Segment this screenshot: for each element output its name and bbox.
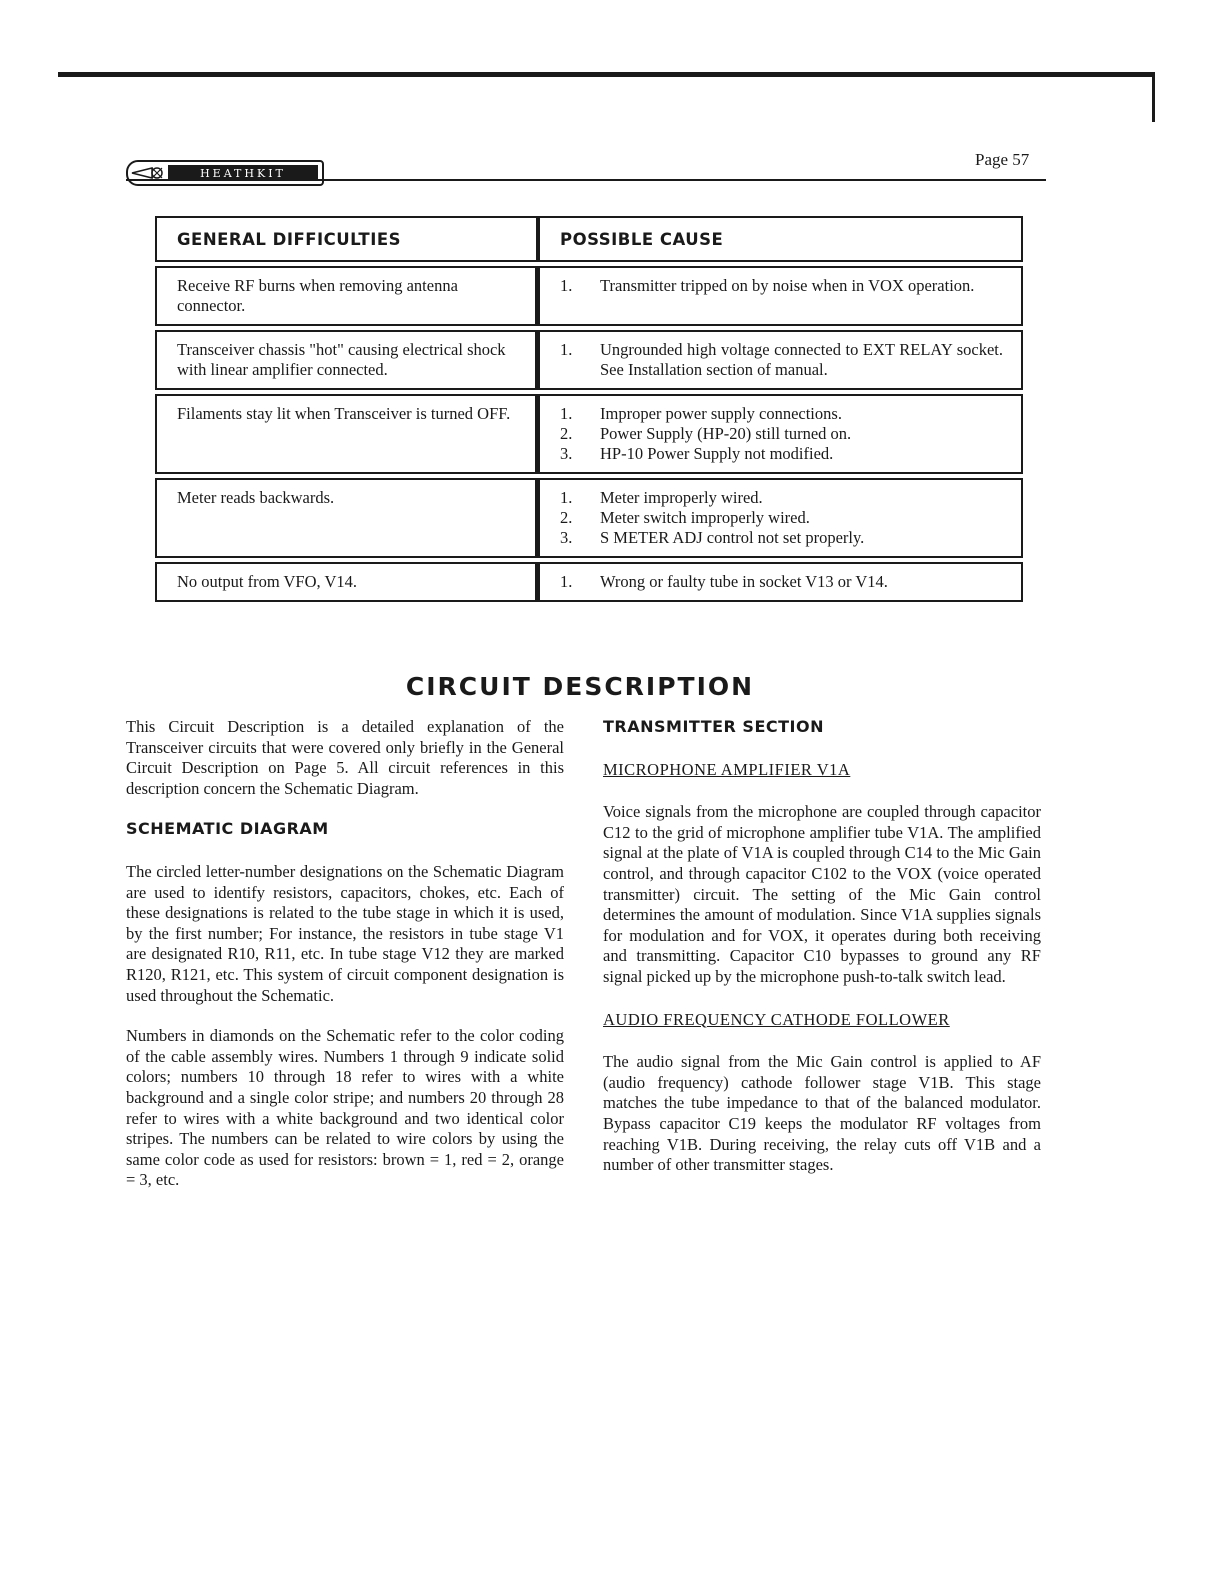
- cause-list: [560, 276, 1003, 296]
- header-rule: [126, 179, 1046, 181]
- cause-number: 1.: [560, 572, 573, 591]
- page-number: Page 57: [975, 150, 1030, 169]
- cause-text: Power Supply (HP-20) still turned on.: [600, 424, 852, 443]
- difficulty-cell: [155, 266, 538, 326]
- schematic-paragraph-1: The circled letter-number designations on the Schematic Diagram are used to identify resistors, capacitors, chokes, etc. Each of these designations is related to the tube stage in which it is used, by the first number; For instance, the resistors in tube stage V1 are designated R10, R11, etc. In tube stage V12 they are marked R120, R121, etc. This system of circuit component designation is used throughout the Schematic.: [126, 861, 564, 1005]
- logo-brand-text: HEATHKIT: [168, 165, 318, 181]
- cause-text: S METER ADJ control not set properly.: [600, 528, 865, 547]
- cause-list: [560, 488, 1003, 548]
- left-column: [126, 717, 564, 1211]
- cause-list: [560, 404, 1003, 464]
- difficulty-text: Receive RF burns when removing antenna connector.: [177, 276, 458, 315]
- section-title: CIRCUIT DESCRIPTION: [405, 672, 755, 701]
- cause-item: [560, 276, 1003, 296]
- table-row: [155, 478, 1023, 558]
- difficulty-text: Meter reads backwards.: [177, 488, 335, 507]
- difficulty-cell: [155, 330, 538, 390]
- cause-item: [560, 572, 1003, 592]
- mic-amplifier-paragraph: Voice signals from the microphone are coupled through capacitor C12 to the grid of microphone amplifier tube V1A. The amplified signal at the plate of V1A is coupled through C14 to the Mic Gain control, and through capacitor C102 to the VOX (voice operated transmitter) circuit. The setting of the Mic Gain control determines the amount of modulation. Since V1A supplies signals for modulation and for VOX, it operates during both receiving and transmitting. Capacitor C10 bypasses to ground any RF signal picked up by the microphone push-to-talk switch lead.: [603, 802, 1041, 986]
- cause-item: [560, 404, 1003, 424]
- af-cathode-paragraph: The audio signal from the Mic Gain control is applied to AF (audio frequency) cathode follower stage V1B. This stage matches the tube impedance to that of the balanced modulator. Bypass capacitor C19 keeps the modulator RF voltages from reaching V1B. During receiving, the relay cuts off V1B and a number of other transmitter stages.: [603, 1052, 1041, 1175]
- table-row: [155, 330, 1023, 390]
- transmitter-heading: TRANSMITTER SECTION: [603, 717, 824, 736]
- table-row: [155, 266, 1023, 326]
- cause-item: [560, 340, 1003, 380]
- cause-number: 1.: [560, 340, 573, 359]
- cause-number: 2.: [560, 508, 573, 527]
- difficulty-text: Transceiver chassis "hot" causing electrical shock with linear amplifier connected.: [177, 340, 506, 379]
- top-rule: [58, 72, 1154, 77]
- cause-cell: [538, 330, 1023, 390]
- cause-text: Meter improperly wired.: [600, 488, 763, 507]
- cause-number: 3.: [560, 528, 573, 547]
- cause-number: 1.: [560, 276, 573, 295]
- cause-number: 2.: [560, 424, 573, 443]
- cause-text: Transmitter tripped on by noise when in VOX operation.: [600, 276, 975, 295]
- cause-text: Improper power supply connections.: [600, 404, 842, 423]
- table-row: [155, 394, 1023, 474]
- right-column: [603, 717, 1041, 1196]
- difficulty-cell: [155, 562, 538, 602]
- difficulty-cell: [155, 394, 538, 474]
- heathkit-logo: [126, 160, 324, 186]
- schematic-heading: SCHEMATIC DIAGRAM: [126, 819, 329, 839]
- cause-cell: [538, 562, 1023, 602]
- schematic-paragraph-2: Numbers in diamonds on the Schematic refer to the color coding of the cable assembly wires. Numbers 1 through 9 indicate solid colors; numbers 10 through 18 refer to wires with a white background and a single color stripe; and numbers 20 through 28 refer to wires with a white background and two identical color stripes. The numbers can be related to wire colors by using the same color code as used for resistors: brown = 1, red = 2, orange = 3, etc.: [126, 1026, 564, 1190]
- cause-text: Ungrounded high voltage connected to EXT RELAY socket. See Installation section of manual.: [600, 340, 1003, 379]
- cause-item: [560, 508, 1003, 528]
- difficulty-text: Filaments stay lit when Transceiver is turned OFF.: [177, 404, 511, 423]
- cause-text: Meter switch improperly wired.: [600, 508, 810, 527]
- troubleshooting-table: [155, 212, 1023, 606]
- difficulty-cell: [155, 478, 538, 558]
- cause-cell: [538, 266, 1023, 326]
- cause-number: 1.: [560, 404, 573, 423]
- cause-cell: [538, 478, 1023, 558]
- cause-item: [560, 424, 1003, 444]
- mic-amplifier-heading: MICROPHONE AMPLIFIER V1A: [603, 759, 851, 779]
- af-cathode-heading: AUDIO FREQUENCY CATHODE FOLLOWER: [603, 1009, 950, 1029]
- column-header-cause: POSSIBLE CAUSE: [538, 216, 1023, 262]
- cause-item: [560, 444, 1003, 464]
- cause-list: [560, 572, 1003, 592]
- cause-text: Wrong or faulty tube in socket V13 or V14.: [600, 572, 888, 591]
- cause-cell: [538, 394, 1023, 474]
- cause-list: [560, 340, 1003, 380]
- cause-number: 3.: [560, 444, 573, 463]
- cause-number: 1.: [560, 488, 573, 507]
- difficulty-text: No output from VFO, V14.: [177, 572, 357, 591]
- cause-text: HP-10 Power Supply not modified.: [600, 444, 834, 463]
- column-header-difficulties: GENERAL DIFFICULTIES: [155, 216, 538, 262]
- top-rule-tick: [1152, 72, 1155, 122]
- cause-item: [560, 488, 1003, 508]
- cause-item: [560, 528, 1003, 548]
- table-row: [155, 562, 1023, 602]
- intro-paragraph: This Circuit Description is a detailed explanation of the Transceiver circuits that were covered only briefly in the General Circuit Description on Page 5. All circuit references in this description concern the Schematic Diagram.: [126, 717, 564, 798]
